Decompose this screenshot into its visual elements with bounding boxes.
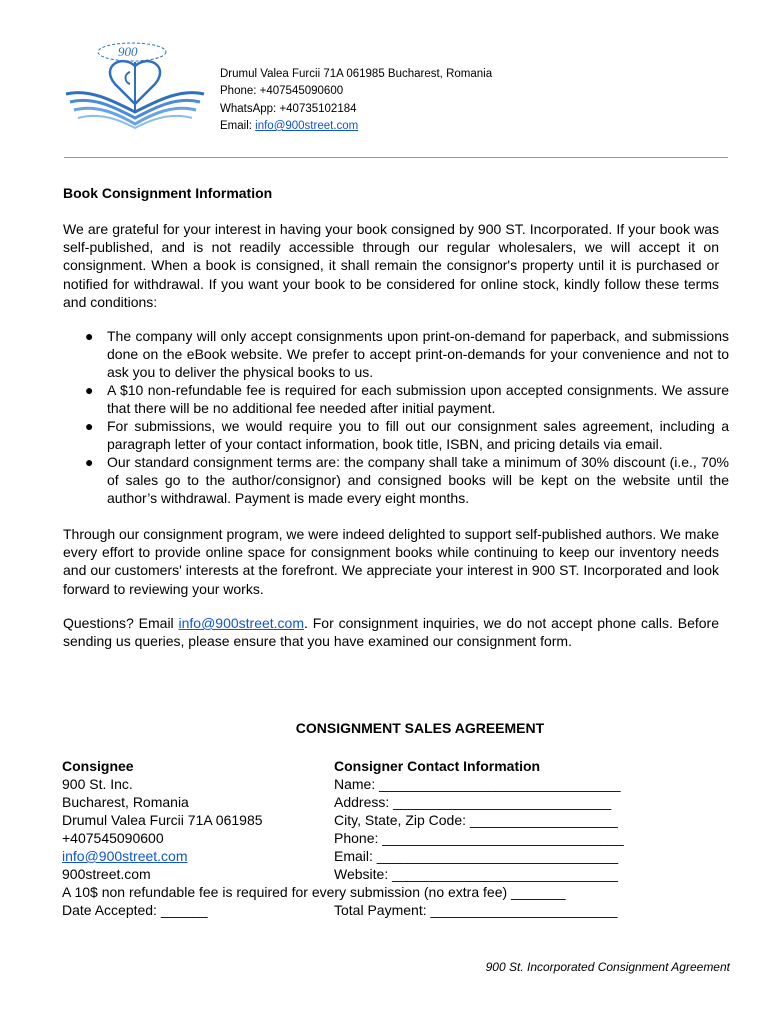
consignee-block <box>62 757 263 883</box>
bullet-icon: ● <box>85 418 94 434</box>
term-item <box>63 327 729 381</box>
company-contact-block <box>220 66 492 135</box>
header-email-link[interactable]: info@900street.com <box>255 119 359 132</box>
header-divider <box>64 157 728 158</box>
company-logo <box>60 32 210 130</box>
consigner-email-field[interactable]: Email: _______________________________ <box>334 848 619 864</box>
term-text: Our standard consignment terms are: the company shall take a minimum of 30% discount (i.e., 70% of sales go to the author/consignor) and consigned books will be kept on the website until the author’s withdrawal. Payment is made every eight months. <box>107 454 729 506</box>
email-label: Email: <box>220 119 256 132</box>
term-text: The company will only accept consignments upon print-on-demand for paperback, and submissions done on the eBook website. We prefer to accept print-on-demands for your convenience and not to ask you to deliver the physical books to us. <box>107 328 729 380</box>
questions-suffix: . For consignment inquiries, we do not accept phone calls. Before sending us queries, please ensure that you have examined our consignment form. <box>63 615 719 650</box>
bullet-icon: ● <box>85 382 94 398</box>
term-item <box>63 381 729 417</box>
consignee-website: 900street.com <box>62 866 151 882</box>
term-text: For submissions, we would require you to fill out our consignment sales agreement, including a paragraph letter of your contact information, book title, ISBN, and pricing details via email. <box>107 418 729 452</box>
questions-prefix: Questions? Email <box>63 615 179 631</box>
intro-paragraph: We are grateful for your interest in having your book consigned by 900 ST. Incorporated. If your book was self-published, and is not readily accessible through our regular wholesalers, we will accept it on consignment. When a book is consigned, it shall remain the consignor's property until it is purchased or notified for withdrawal. If you want your book to be considered for online stock, kindly follow these terms and conditions: <box>63 221 719 310</box>
consignee-city: Bucharest, Romania <box>62 794 189 810</box>
consignee-name: 900 St. Inc. <box>62 776 133 792</box>
bullet-icon: ● <box>85 328 94 344</box>
page-title: Book Consignment Information <box>63 185 273 201</box>
page-footer: 900 St. Incorporated Consignment Agreement <box>485 960 730 974</box>
terms-list <box>63 327 729 507</box>
term-text: A $10 non-refundable fee is required for each submission upon accepted consignments. We assure that there will be no additional fee needed after initial payment. <box>107 382 729 416</box>
bullet-icon: ● <box>85 454 94 470</box>
consigner-address-field[interactable]: Address: ____________________________ <box>334 794 612 810</box>
total-payment-field[interactable]: Total Payment: ________________________ <box>334 902 618 918</box>
consignee-email-link[interactable]: info@900street.com <box>62 848 188 864</box>
consigner-block <box>334 757 624 883</box>
questions-email-link[interactable]: info@900street.com <box>178 615 305 631</box>
consignee-phone: +407545090600 <box>62 830 164 846</box>
company-phone: Phone: +407545090600 <box>220 85 344 98</box>
consigner-website-field[interactable]: Website: _____________________________ <box>334 866 618 882</box>
term-item <box>63 417 729 453</box>
program-paragraph: Through our consignment program, we were indeed delighted to support self-published authors. We make every effort to provide online space for consignment books while continuing to keep our inventory needs and our customers' interests at the forefront. We appreciate your interest in 900 ST. Incorporated and look forward to reviewing your works. <box>63 526 719 597</box>
consigner-heading: Consigner Contact Information <box>334 758 541 774</box>
date-accepted-field[interactable]: Date Accepted: ______ <box>62 902 208 918</box>
consigner-city-field[interactable]: City, State, Zip Code: ___________________ <box>334 812 618 828</box>
company-email-line <box>220 118 492 135</box>
company-address: Drumul Valea Furcii 71A 061985 Bucharest, Romania <box>220 68 493 80</box>
consignee-street: Drumul Valea Furcii 71A 061985 <box>62 812 263 828</box>
company-whatsapp: WhatsApp: +40735102184 <box>220 102 357 115</box>
logo-text: 900 <box>118 44 138 59</box>
consignee-heading: Consignee <box>62 758 134 774</box>
fee-line[interactable]: A 10$ non refundable fee is required for every submission (no extra fee) _______ <box>62 884 566 900</box>
questions-paragraph <box>63 614 719 650</box>
agreement-title: CONSIGNMENT SALES AGREEMENT <box>295 720 545 736</box>
consigner-name-field[interactable]: Name: _______________________________ <box>334 776 621 792</box>
term-item <box>63 453 729 507</box>
consigner-phone-field[interactable]: Phone: _______________________________ <box>334 830 624 846</box>
